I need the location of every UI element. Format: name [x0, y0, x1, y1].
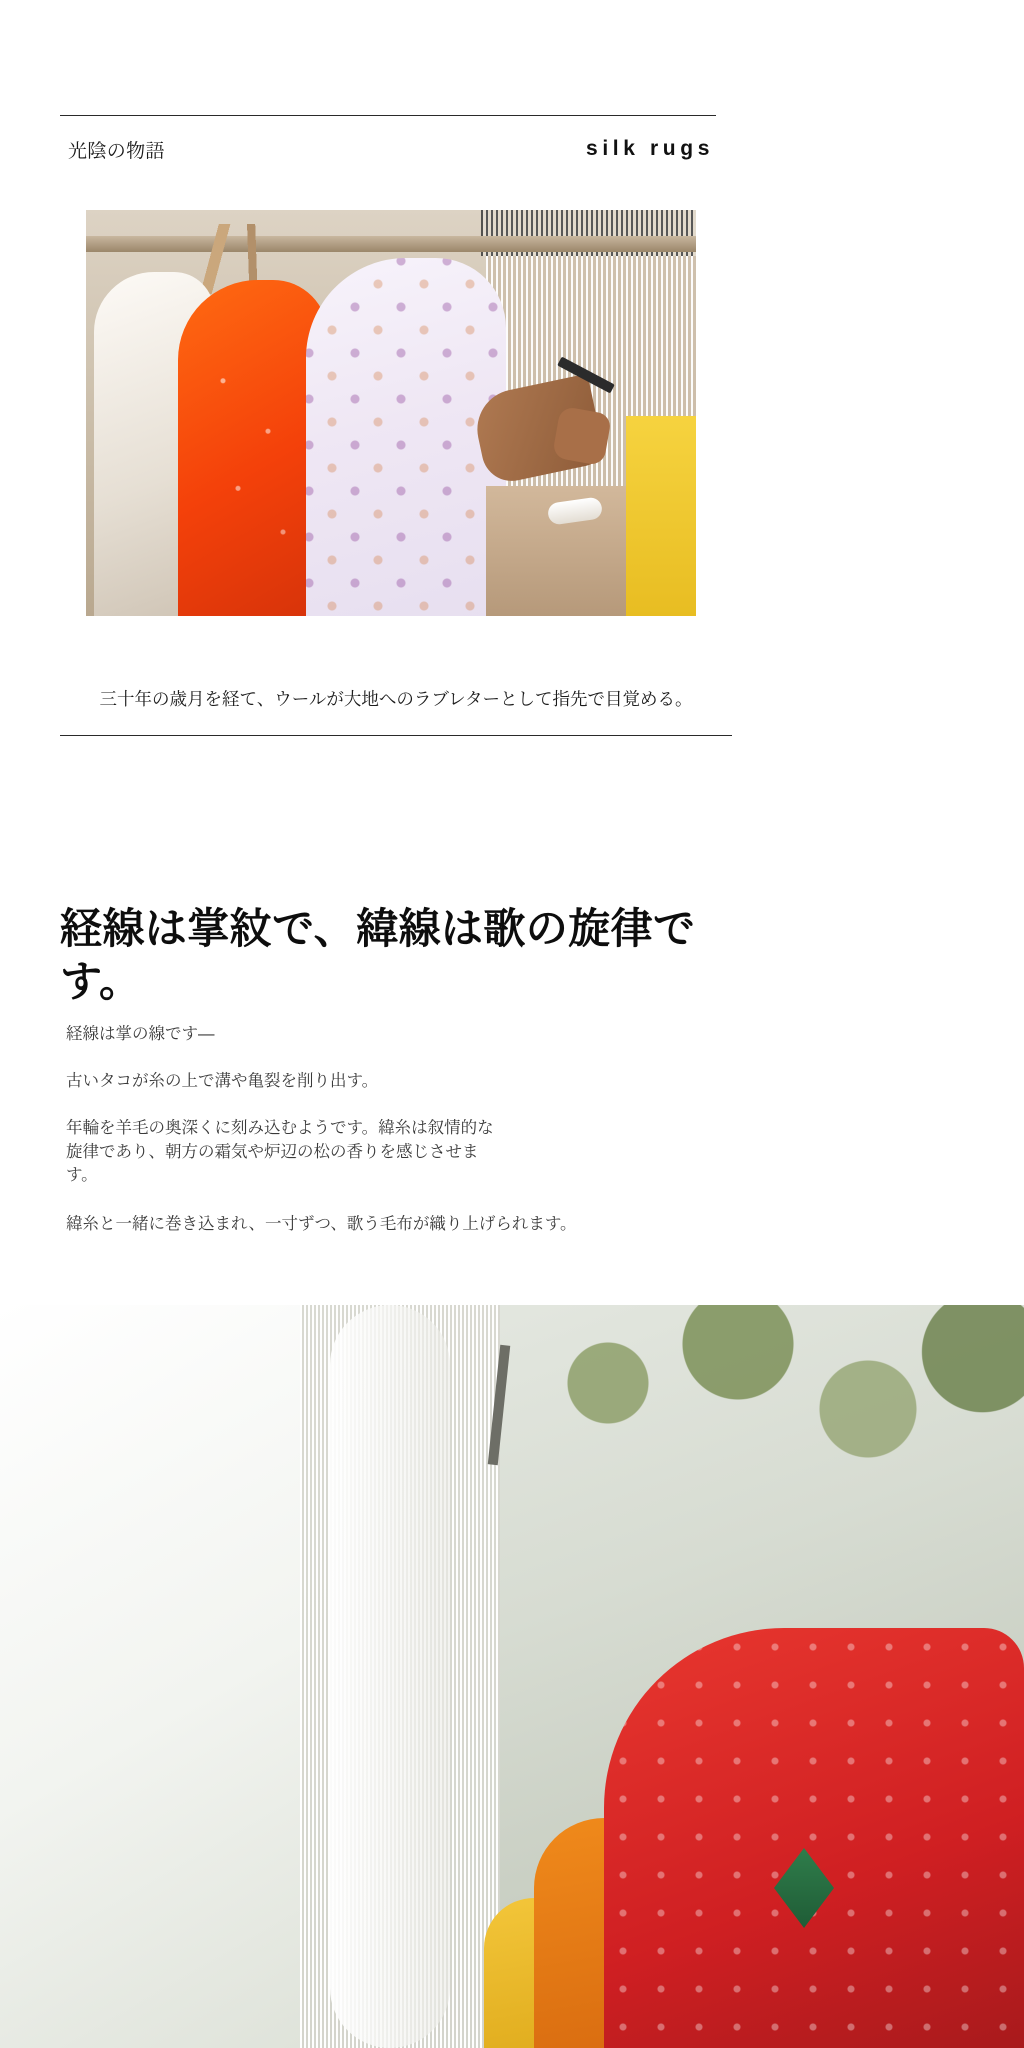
section-headline: 経線は掌紋で、緯線は歌の旋律です。 [60, 905, 696, 1005]
bottom-loom-beam [330, 1305, 450, 2048]
body-paragraph-4: 緯糸と一緒に巻き込まれ、一寸ずつ、歌う毛布が織り上げられます。 [66, 1215, 577, 1234]
caption-divider [60, 735, 732, 736]
bottom-image [0, 1305, 1024, 2048]
hero-caption: 三十年の歳月を経て、ウールが大地へのラブレターとして指先で目覚める。 [99, 689, 693, 709]
body-paragraph-2: 古いタコが糸の上で溝や亀裂を削り出す。 [66, 1072, 379, 1091]
weaver-red-sari [604, 1628, 1024, 2048]
hero-image [86, 210, 696, 616]
hero-image-canvas [86, 210, 696, 616]
body-copy [66, 1005, 706, 1238]
weaver-dotted-veil [306, 258, 506, 616]
tree-foliage [504, 1305, 1024, 1565]
white-fabric-drape [0, 1305, 300, 2048]
page-title: 光陰の物語 [68, 140, 165, 162]
brand-logo: silk rugs [586, 137, 714, 160]
body-paragraph-3: 年輪を羊毛の奥深くに刻み込むようです。緯糸は叙情的な旋律であり、朝方の霜気や炉辺の松の香りを感じさせます。 [66, 1118, 494, 1185]
weaver-hand [552, 406, 612, 466]
weaver-yellow-cloth [626, 416, 696, 616]
body-paragraph-1: 経線は掌の線です— [66, 1024, 215, 1043]
page-header [60, 115, 716, 176]
